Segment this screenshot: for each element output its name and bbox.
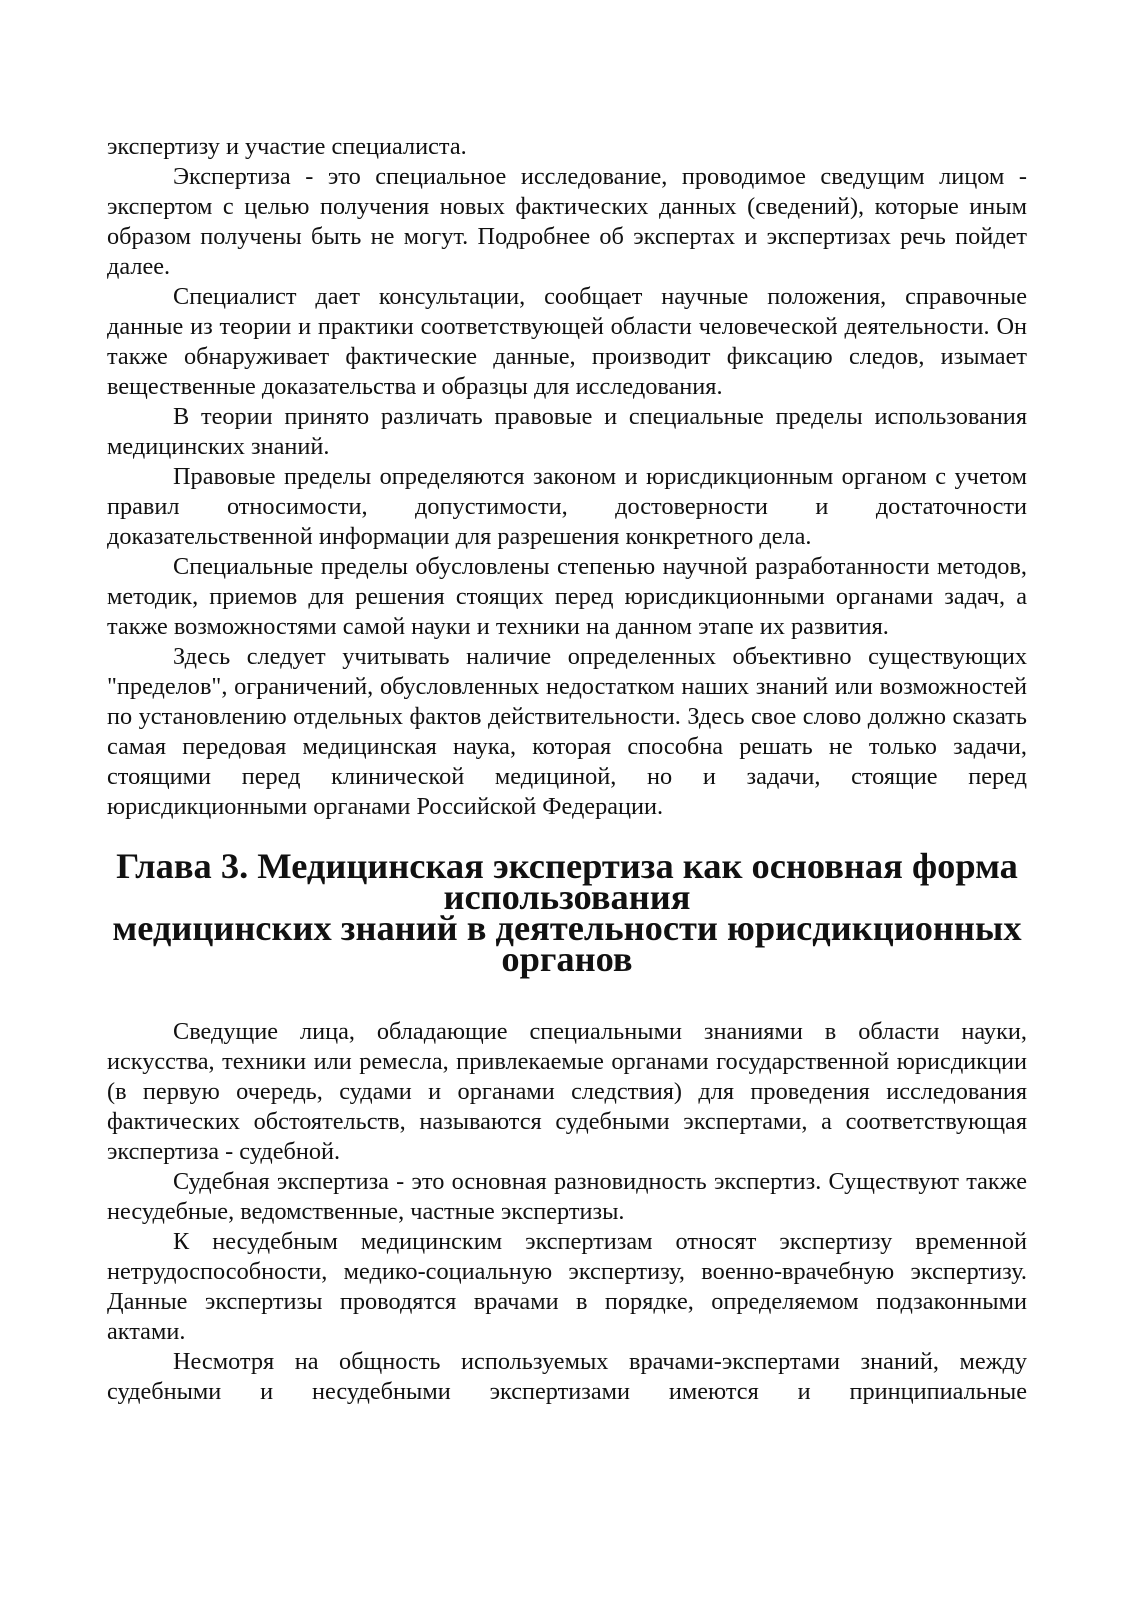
chapter-heading-line-1: Глава 3. Медицинская экспертиза как основная форма использования [116, 846, 1018, 917]
paragraph-special-limits: Специальные пределы обусловлены степенью научной разработанности методов, методик, приемов для решения стоящих перед юрисдикционными органами задач, а также возможностями самой науки и техники на данном этапе их развития. [107, 553, 1027, 640]
document-page [107, 132, 1027, 1407]
paragraph-legal-limits: Правовые пределы определяются законом и юрисдикционным органом с учетом правил относимости, допустимости, достоверности и достаточности доказательственной информации для разрешения конкретного дела. [107, 463, 1027, 550]
paragraph-continuation: экспертизу и участие специалиста. [107, 133, 467, 160]
chapter-heading [107, 846, 1027, 979]
paragraph-forensic-expertise: Судебная экспертиза - это основная разновидность экспертиз. Существуют также несудебные, ведомственные, частные экспертизы. [107, 1168, 1027, 1225]
paragraph-objective-limits: Здесь следует учитывать наличие определенных объективно существующих "пределов", ограничений, обусловленных недостатком наших знаний или возможностей по установлению отдельных фактов действительности. Здесь свое слово должно сказать самая передовая медицинская наука, которая способна решать не только задачи, стоящими перед клинической медициной, но и задачи, стоящие перед юрисдикционными органами Российской Федерации. [107, 643, 1027, 820]
paragraph-non-forensic: К несудебным медицинским экспертизам относят экспертизу временной нетрудоспособности, медико-социальную экспертизу, военно-врачебную экспертизу. Данные экспертизы проводятся врачами в порядке, определяемом подзаконными актами. [107, 1228, 1027, 1345]
paragraph-expertise-definition: Экспертиза - это специальное исследование, проводимое сведущим лицом - экспертом с целью получения новых фактических данных (сведений), которые иным образом получены быть не могут. Подробнее об экспертах и экспертизах речь пойдет далее. [107, 163, 1027, 280]
paragraph-limits-intro: В теории принято различать правовые и специальные пределы использования медицинских знаний. [107, 403, 1027, 460]
paragraph-differences: Несмотря на общность используемых врачами-экспертами знаний, между судебными и несудебными экспертизами имеются и принципиальные [107, 1348, 1027, 1405]
chapter-heading-line-2: медицинских знаний в деятельности юрисдикционных органов [112, 908, 1022, 979]
paragraph-specialist: Специалист дает консультации, сообщает научные положения, справочные данные из теории и практики соответствующей области человеческой деятельности. Он также обнаруживает фактические данные, производит фиксацию следов, изымает вещественные доказательства и образцы для исследования. [107, 283, 1027, 400]
paragraph-forensic-experts: Сведущие лица, обладающие специальными знаниями в области науки, искусства, техники или ремесла, привлекаемые органами государственной юрисдикции (в первую очередь, судами и органами следствия) для проведения исследования фактических обстоятельств, называются судебными экспертами, а соответствующая экспертиза - судебной. [107, 1018, 1027, 1165]
